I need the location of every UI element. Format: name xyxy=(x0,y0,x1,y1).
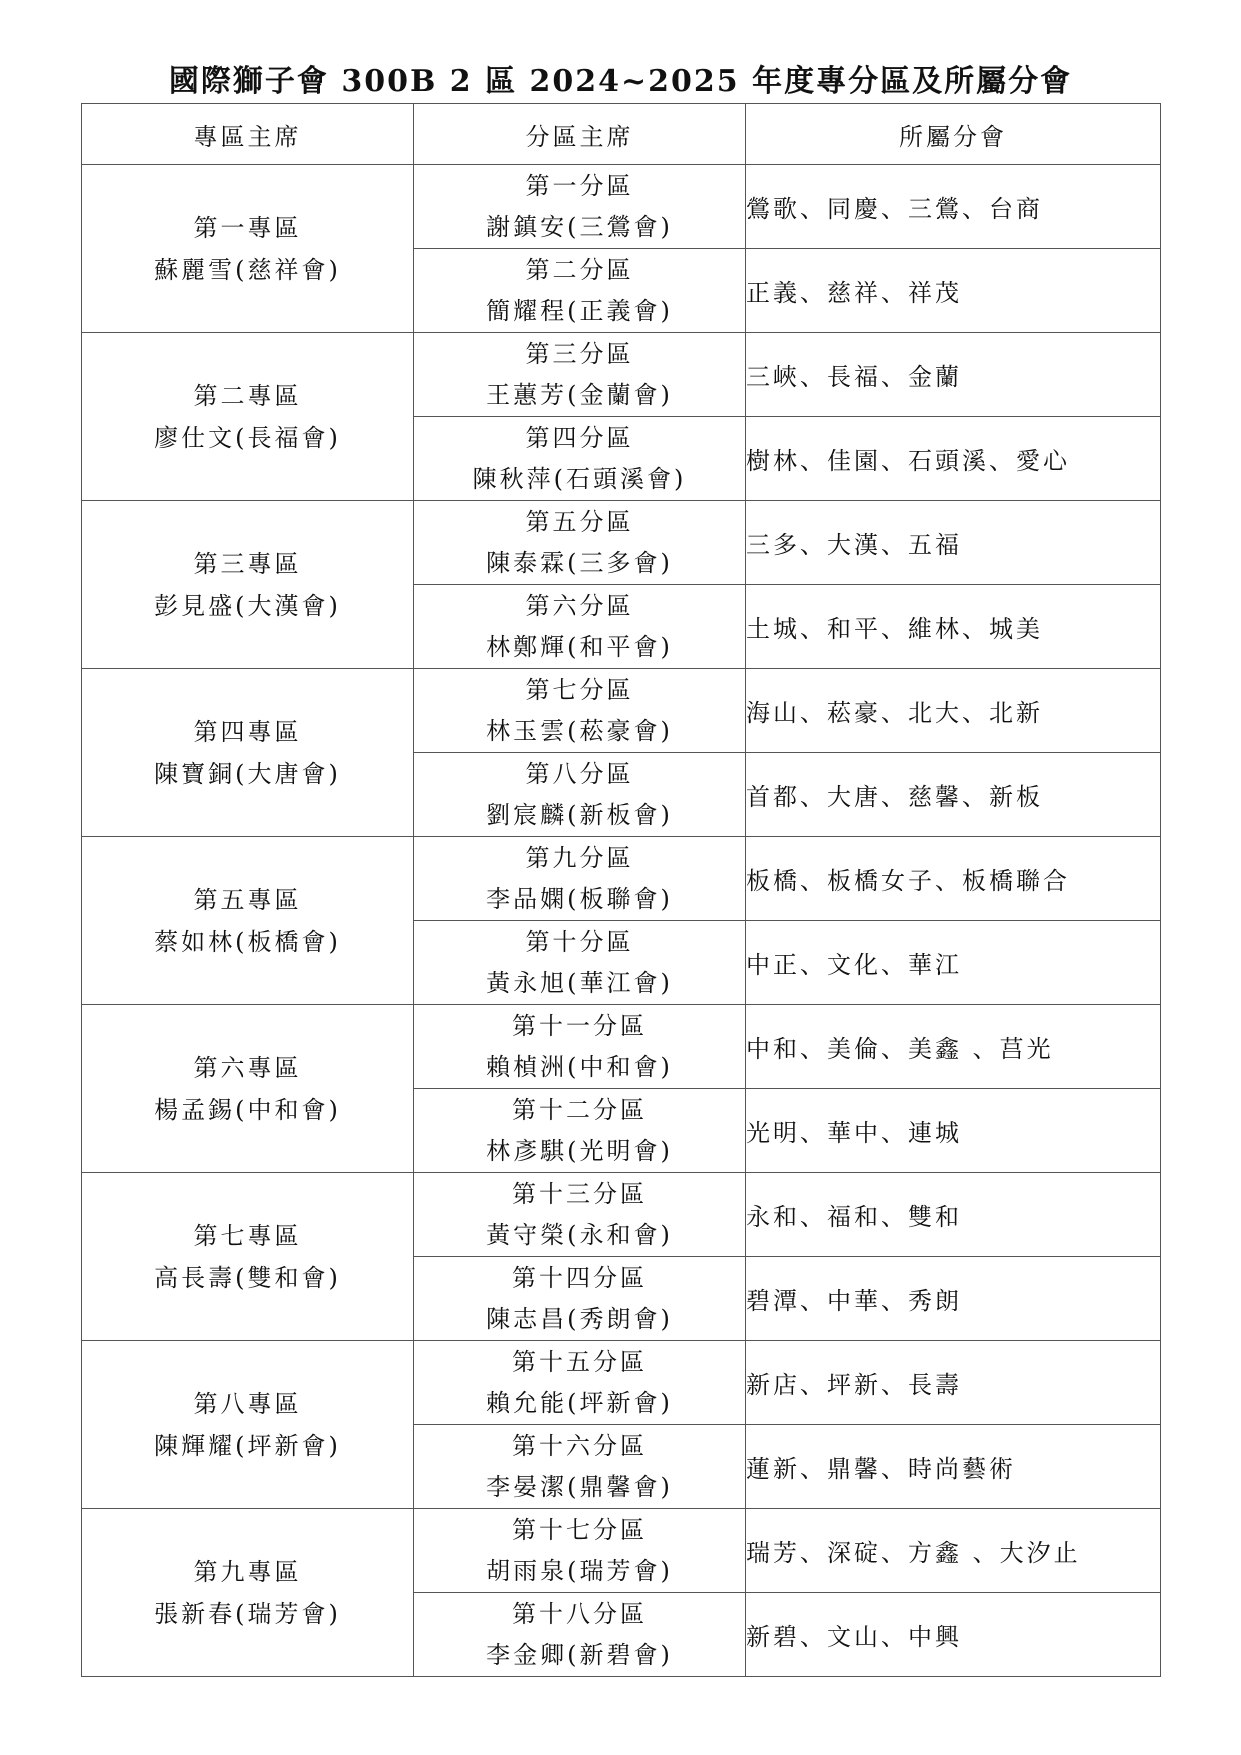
zone-chair: 高長壽(雙和會) xyxy=(154,1263,341,1292)
table-header-row xyxy=(82,104,1161,165)
zone-chair-cell xyxy=(82,333,414,501)
table-row xyxy=(82,1341,1161,1425)
division-chair: 陳志昌(秀朗會) xyxy=(486,1304,673,1333)
page-title: 國際獅子會 300B 2 區 2024~2025 年度專分區及所屬分會 xyxy=(168,64,1073,99)
division-name: 第五分區 xyxy=(525,507,634,536)
member-clubs: 土城、和平、維林、城美 xyxy=(746,585,1161,669)
member-clubs: 首都、大唐、慈馨、新板 xyxy=(746,753,1161,837)
table-row xyxy=(82,837,1161,921)
zone-name: 第五專區 xyxy=(193,885,302,914)
division-name: 第六分區 xyxy=(525,591,634,620)
table-row xyxy=(82,1509,1161,1593)
zone-name: 第七專區 xyxy=(193,1221,302,1250)
member-clubs: 光明、華中、連城 xyxy=(746,1089,1161,1173)
zone-name: 第二專區 xyxy=(193,381,302,410)
division-chair-cell xyxy=(414,1173,746,1257)
division-chair-cell xyxy=(414,417,746,501)
member-clubs: 蓮新、鼎馨、時尚藝術 xyxy=(746,1425,1161,1509)
zone-name: 第一專區 xyxy=(193,213,302,242)
division-chair: 李品嫻(板聯會) xyxy=(486,884,673,913)
division-chair-cell xyxy=(414,333,746,417)
division-name: 第三分區 xyxy=(525,339,634,368)
division-name: 第十一分區 xyxy=(512,1011,647,1040)
member-clubs: 正義、慈祥、祥茂 xyxy=(746,249,1161,333)
zone-chair-cell xyxy=(82,165,414,333)
division-name: 第二分區 xyxy=(525,255,634,284)
member-clubs: 樹林、佳園、石頭溪、愛心 xyxy=(746,417,1161,501)
member-clubs: 新碧、文山、中興 xyxy=(746,1593,1161,1677)
division-chair-cell xyxy=(414,1005,746,1089)
member-clubs: 中正、文化、華江 xyxy=(746,921,1161,1005)
division-name: 第十八分區 xyxy=(512,1599,647,1628)
table-row xyxy=(82,1005,1161,1089)
division-chair-cell xyxy=(414,837,746,921)
zone-chair-cell xyxy=(82,1341,414,1509)
zone-chair: 蔡如林(板橋會) xyxy=(154,927,341,956)
division-name: 第十分區 xyxy=(525,927,634,956)
zone-name: 第四專區 xyxy=(193,717,302,746)
zone-division-table xyxy=(81,103,1161,1677)
division-chair-cell xyxy=(414,921,746,1005)
member-clubs: 新店、坪新、長壽 xyxy=(746,1341,1161,1425)
division-chair-cell xyxy=(414,585,746,669)
table-row xyxy=(82,333,1161,417)
division-chair-cell xyxy=(414,1509,746,1593)
header-zone-chair: 專區主席 xyxy=(82,104,414,165)
division-chair: 謝鎮安(三鶯會) xyxy=(486,212,673,241)
division-name: 第八分區 xyxy=(525,759,634,788)
division-name: 第一分區 xyxy=(525,171,634,200)
division-name: 第十五分區 xyxy=(512,1347,647,1376)
member-clubs: 鶯歌、同慶、三鶯、台商 xyxy=(746,165,1161,249)
division-name: 第四分區 xyxy=(525,423,634,452)
header-division-chair: 分區主席 xyxy=(414,104,746,165)
division-chair: 黃守榮(永和會) xyxy=(486,1220,673,1249)
table-row xyxy=(82,165,1161,249)
table-row xyxy=(82,1173,1161,1257)
table-row xyxy=(82,501,1161,585)
zone-chair-cell xyxy=(82,1173,414,1341)
zone-chair-cell xyxy=(82,669,414,837)
division-chair: 李晏潔(鼎馨會) xyxy=(486,1472,673,1501)
division-name: 第十四分區 xyxy=(512,1263,647,1292)
division-chair: 胡雨泉(瑞芳會) xyxy=(486,1556,673,1585)
division-name: 第十二分區 xyxy=(512,1095,647,1124)
division-chair: 陳泰霖(三多會) xyxy=(486,548,673,577)
member-clubs: 永和、福和、雙和 xyxy=(746,1173,1161,1257)
zone-chair: 陳輝耀(坪新會) xyxy=(154,1431,341,1460)
member-clubs: 中和、美倫、美鑫 、莒光 xyxy=(746,1005,1161,1089)
zone-chair-cell xyxy=(82,501,414,669)
zone-name: 第三專區 xyxy=(193,549,302,578)
table-body xyxy=(82,165,1161,1677)
zone-chair-cell xyxy=(82,837,414,1005)
division-chair: 李金卿(新碧會) xyxy=(486,1640,673,1669)
division-chair-cell xyxy=(414,1425,746,1509)
division-name: 第九分區 xyxy=(525,843,634,872)
member-clubs: 三多、大漢、五福 xyxy=(746,501,1161,585)
zone-name: 第八專區 xyxy=(193,1389,302,1418)
division-name: 第十三分區 xyxy=(512,1179,647,1208)
division-chair-cell xyxy=(414,1089,746,1173)
zone-name: 第九專區 xyxy=(193,1557,302,1586)
division-chair: 劉宸麟(新板會) xyxy=(486,800,673,829)
division-name: 第十七分區 xyxy=(512,1515,647,1544)
division-chair-cell xyxy=(414,165,746,249)
zone-chair: 陳寶銅(大唐會) xyxy=(154,759,341,788)
division-chair-cell xyxy=(414,1257,746,1341)
division-chair-cell xyxy=(414,1341,746,1425)
division-chair-cell xyxy=(414,249,746,333)
member-clubs: 海山、菘豪、北大、北新 xyxy=(746,669,1161,753)
division-chair: 陳秋萍(石頭溪會) xyxy=(472,464,687,493)
division-chair: 王蕙芳(金蘭會) xyxy=(486,380,673,409)
zone-chair: 張新春(瑞芳會) xyxy=(154,1599,341,1628)
division-chair: 賴允能(坪新會) xyxy=(486,1388,673,1417)
zone-name: 第六專區 xyxy=(193,1053,302,1082)
division-chair: 簡耀程(正義會) xyxy=(486,296,673,325)
header-member-clubs: 所屬分會 xyxy=(746,104,1161,165)
zone-chair: 彭見盛(大漢會) xyxy=(154,591,341,620)
division-chair: 賴楨洲(中和會) xyxy=(486,1052,673,1081)
division-chair-cell xyxy=(414,501,746,585)
member-clubs: 三峽、長福、金蘭 xyxy=(746,333,1161,417)
division-chair: 林彥騏(光明會) xyxy=(486,1136,673,1165)
zone-chair: 廖仕文(長福會) xyxy=(154,423,341,452)
division-name: 第七分區 xyxy=(525,675,634,704)
division-chair-cell xyxy=(414,1593,746,1677)
division-chair: 林鄭輝(和平會) xyxy=(486,632,673,661)
zone-chair-cell xyxy=(82,1005,414,1173)
division-chair-cell xyxy=(414,669,746,753)
zone-chair-cell xyxy=(82,1509,414,1677)
table-row xyxy=(82,669,1161,753)
division-name: 第十六分區 xyxy=(512,1431,647,1460)
division-chair: 林玉雲(菘豪會) xyxy=(486,716,673,745)
zone-chair: 楊孟錫(中和會) xyxy=(154,1095,341,1124)
division-chair-cell xyxy=(414,753,746,837)
member-clubs: 板橋、板橋女子、板橋聯合 xyxy=(746,837,1161,921)
member-clubs: 碧潭、中華、秀朗 xyxy=(746,1257,1161,1341)
division-chair: 黃永旭(華江會) xyxy=(486,968,673,997)
zone-chair: 蘇麗雪(慈祥會) xyxy=(154,255,341,284)
member-clubs: 瑞芳、深碇、方鑫 、大汐止 xyxy=(746,1509,1161,1593)
